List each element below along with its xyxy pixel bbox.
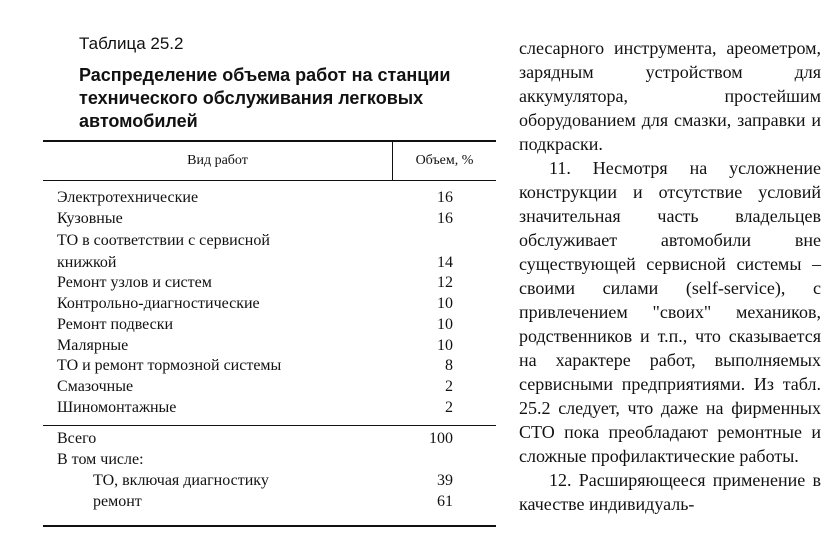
sub-row-value: 39 (437, 472, 453, 489)
table-row-value: 16 (437, 189, 453, 206)
body-text-column (519, 36, 821, 516)
table-row-value: 2 (445, 378, 453, 395)
table-row-label: Шиномонтажные (57, 399, 177, 416)
table-row-value: 10 (437, 295, 453, 312)
including-label: В том числе: (57, 451, 144, 468)
table-caption: Таблица 25.2 (79, 34, 184, 53)
body-paragraph: 11. Несмотря на усложнение конструкции и отсутствие условий значительная часть владельцев обслуживает автомобили вне существующей сервисной системы – своими силами (self-service), с привлечением "своих" механиков, родственников и т.п., что сказывается на характере работ, выполняемых сервисными предприятиями. Из табл. 25.2 следует, что даже на фирменных СТО пока преобладают ремонтные и сложные профилактические работы. (519, 158, 821, 466)
table-row-value: 16 (437, 210, 453, 227)
table-row-value: 8 (445, 357, 453, 374)
table-row-label: Ремонт узлов и систем (57, 274, 212, 291)
table-total-rule (43, 425, 496, 426)
sub-row-label: ТО, включая диагностику (93, 472, 269, 489)
table-row-label: Электротехнические (57, 189, 199, 206)
table-row-label: ТО в соответствии с сервисной (57, 232, 270, 249)
column-header-work-type: Вид работ (187, 153, 248, 168)
table-row-value: 2 (445, 399, 453, 416)
table-row-value: 12 (437, 274, 453, 291)
table-top-rule (43, 140, 496, 142)
table-row-label: ТО и ремонт тормозной системы (57, 357, 282, 374)
table-title: Распределение объема работ на станции технического обслуживания легковых автомобилей (79, 65, 451, 131)
table-row-label: книжкой (57, 254, 117, 271)
total-label: Всего (57, 430, 97, 447)
table-row-label: Малярные (57, 337, 129, 354)
table-bottom-rule (43, 525, 496, 527)
table-header-rule (43, 180, 496, 181)
table-row-label: Контрольно-диагностические (57, 295, 260, 312)
table-row-label: Ремонт подвески (57, 316, 174, 333)
sub-row-label: ремонт (93, 493, 142, 510)
column-header-volume: Объем, % (415, 153, 474, 168)
sub-row-value: 61 (437, 493, 453, 510)
table-row-value: 10 (437, 316, 453, 333)
table-row-value: 10 (437, 337, 453, 354)
table-row-label: Смазочные (57, 378, 134, 395)
table-row-label: Кузовные (57, 210, 123, 227)
body-paragraph: 12. Расширяющееся применение в качестве индивидуаль- (519, 470, 821, 514)
total-value: 100 (429, 430, 453, 447)
table-row-value: 14 (437, 254, 453, 271)
body-paragraph: слесарного инструмента, ареометром, зарядным устройством для аккумулятора, простейшим оборудованием для смазки, заправки и подкраски. (519, 38, 821, 154)
